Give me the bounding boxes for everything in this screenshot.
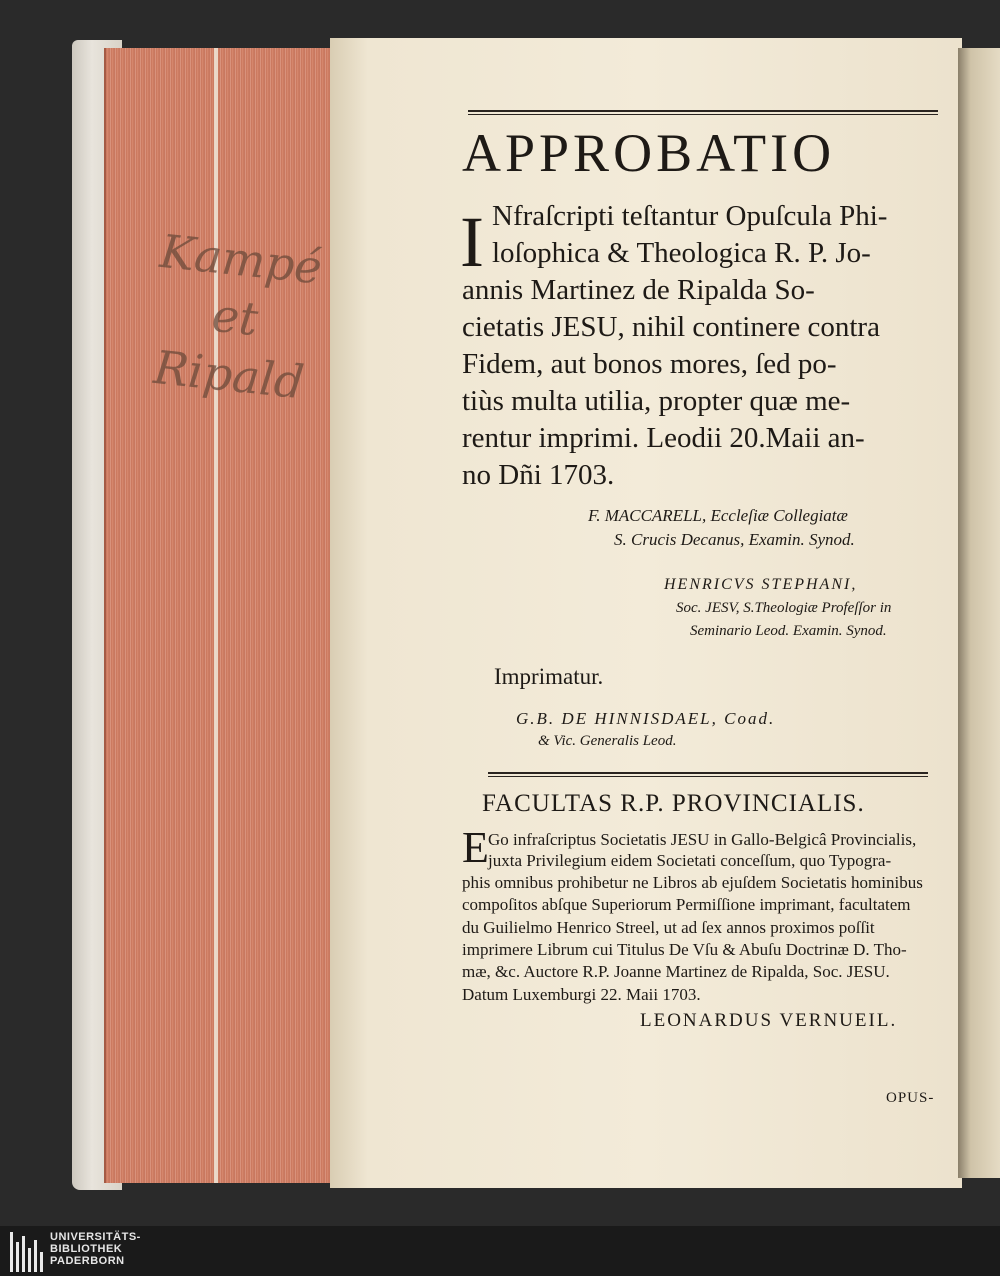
- approbatio-line: no Dñi 1703.: [462, 459, 615, 491]
- facultas-line: mæ, &c. Auctore R.P. Joanne Martinez de Ripalda, Soc. JESU.: [462, 962, 890, 981]
- approbatio-line: tiùs multa utilia, propter quæ me-: [462, 385, 851, 417]
- page-edge-divider: [214, 48, 218, 1183]
- facultas-line: Datum Luxemburgi 22. Maii 1703.: [462, 985, 701, 1004]
- signature-maccarell-title: S. Crucis Decanus, Examin. Synod.: [614, 530, 855, 549]
- signature-vernueil: LEONARDUS VERNUEIL.: [640, 1010, 898, 1031]
- catchword: OPUS-: [886, 1090, 935, 1106]
- signature-stephani-title: Soc. JESV, S.Theologiæ Profeſſor in: [676, 600, 892, 616]
- top-rule: [468, 110, 938, 112]
- imprimatur-heading: Imprimatur.: [494, 664, 604, 689]
- facultas-line: juxta Privilegium eidem Societati conceſſum, quo Typogra-: [488, 851, 892, 870]
- footer-bar: [0, 1226, 1000, 1276]
- facultas-line: phis omnibus prohibetur ne Libros ab ejuſdem Societatis hominibus: [462, 873, 923, 892]
- handwritten-annotation: Kampé et Ripald: [151, 223, 325, 410]
- approbatio-line: rentur imprimi. Leodii 20.Maii an-: [462, 422, 865, 454]
- facultas-title: FACULTAS R.P. PROVINCIALIS.: [482, 790, 865, 817]
- approbatio-line: Fidem, aut bonos mores, ſed po-: [462, 348, 837, 380]
- facultas-line: imprimere Librum cui Titulus De Vſu & Abuſu Doctrinæ D. Tho-: [462, 940, 907, 959]
- signature-hinnisdael-title: & Vic. Generalis Leod.: [538, 733, 677, 749]
- library-name-line: PADERBORN: [50, 1255, 125, 1267]
- library-logo-icon: [10, 1230, 44, 1272]
- library-name-line: BIBLIOTHEK: [50, 1243, 123, 1255]
- approbatio-dropcap: I: [460, 202, 484, 282]
- facultas-dropcap: E: [462, 823, 489, 872]
- library-name-line: UNIVERSITÄTS-: [50, 1231, 141, 1243]
- signature-hinnisdael: G.B. DE HINNISDAEL, Coad.: [516, 709, 776, 728]
- approbatio-line: Nfraſcripti teſtantur Opuſcula Phi-: [492, 200, 888, 232]
- approbatio-line: cietatis JESU, nihil continere contra: [462, 311, 880, 343]
- page-edges: [104, 48, 336, 1183]
- middle-rule: [488, 772, 928, 774]
- signature-maccarell: F. MACCARELL, Eccleſiæ Collegiatæ: [588, 506, 848, 525]
- approbatio-title: APPROBATIO: [462, 123, 836, 183]
- facultas-line: Go infraſcriptus Societatis JESU in Gallo-Belgicâ Provincialis,: [488, 830, 917, 849]
- adjacent-page: [958, 48, 1000, 1178]
- facultas-line: compoſitos abſque Superiorum Permiſſione imprimant, facultatem: [462, 895, 911, 914]
- approbatio-line: annis Martinez de Ripalda So-: [462, 274, 815, 306]
- approbatio-line: loſophica & Theologica R. P. Jo-: [492, 237, 871, 269]
- signature-stephani: HENRICVS STEPHANI,: [664, 576, 858, 593]
- facultas-line: du Guilielmo Henrico Streel, ut ad ſex annos proximos poſſit: [462, 918, 875, 937]
- signature-stephani-place: Seminario Leod. Examin. Synod.: [690, 623, 887, 639]
